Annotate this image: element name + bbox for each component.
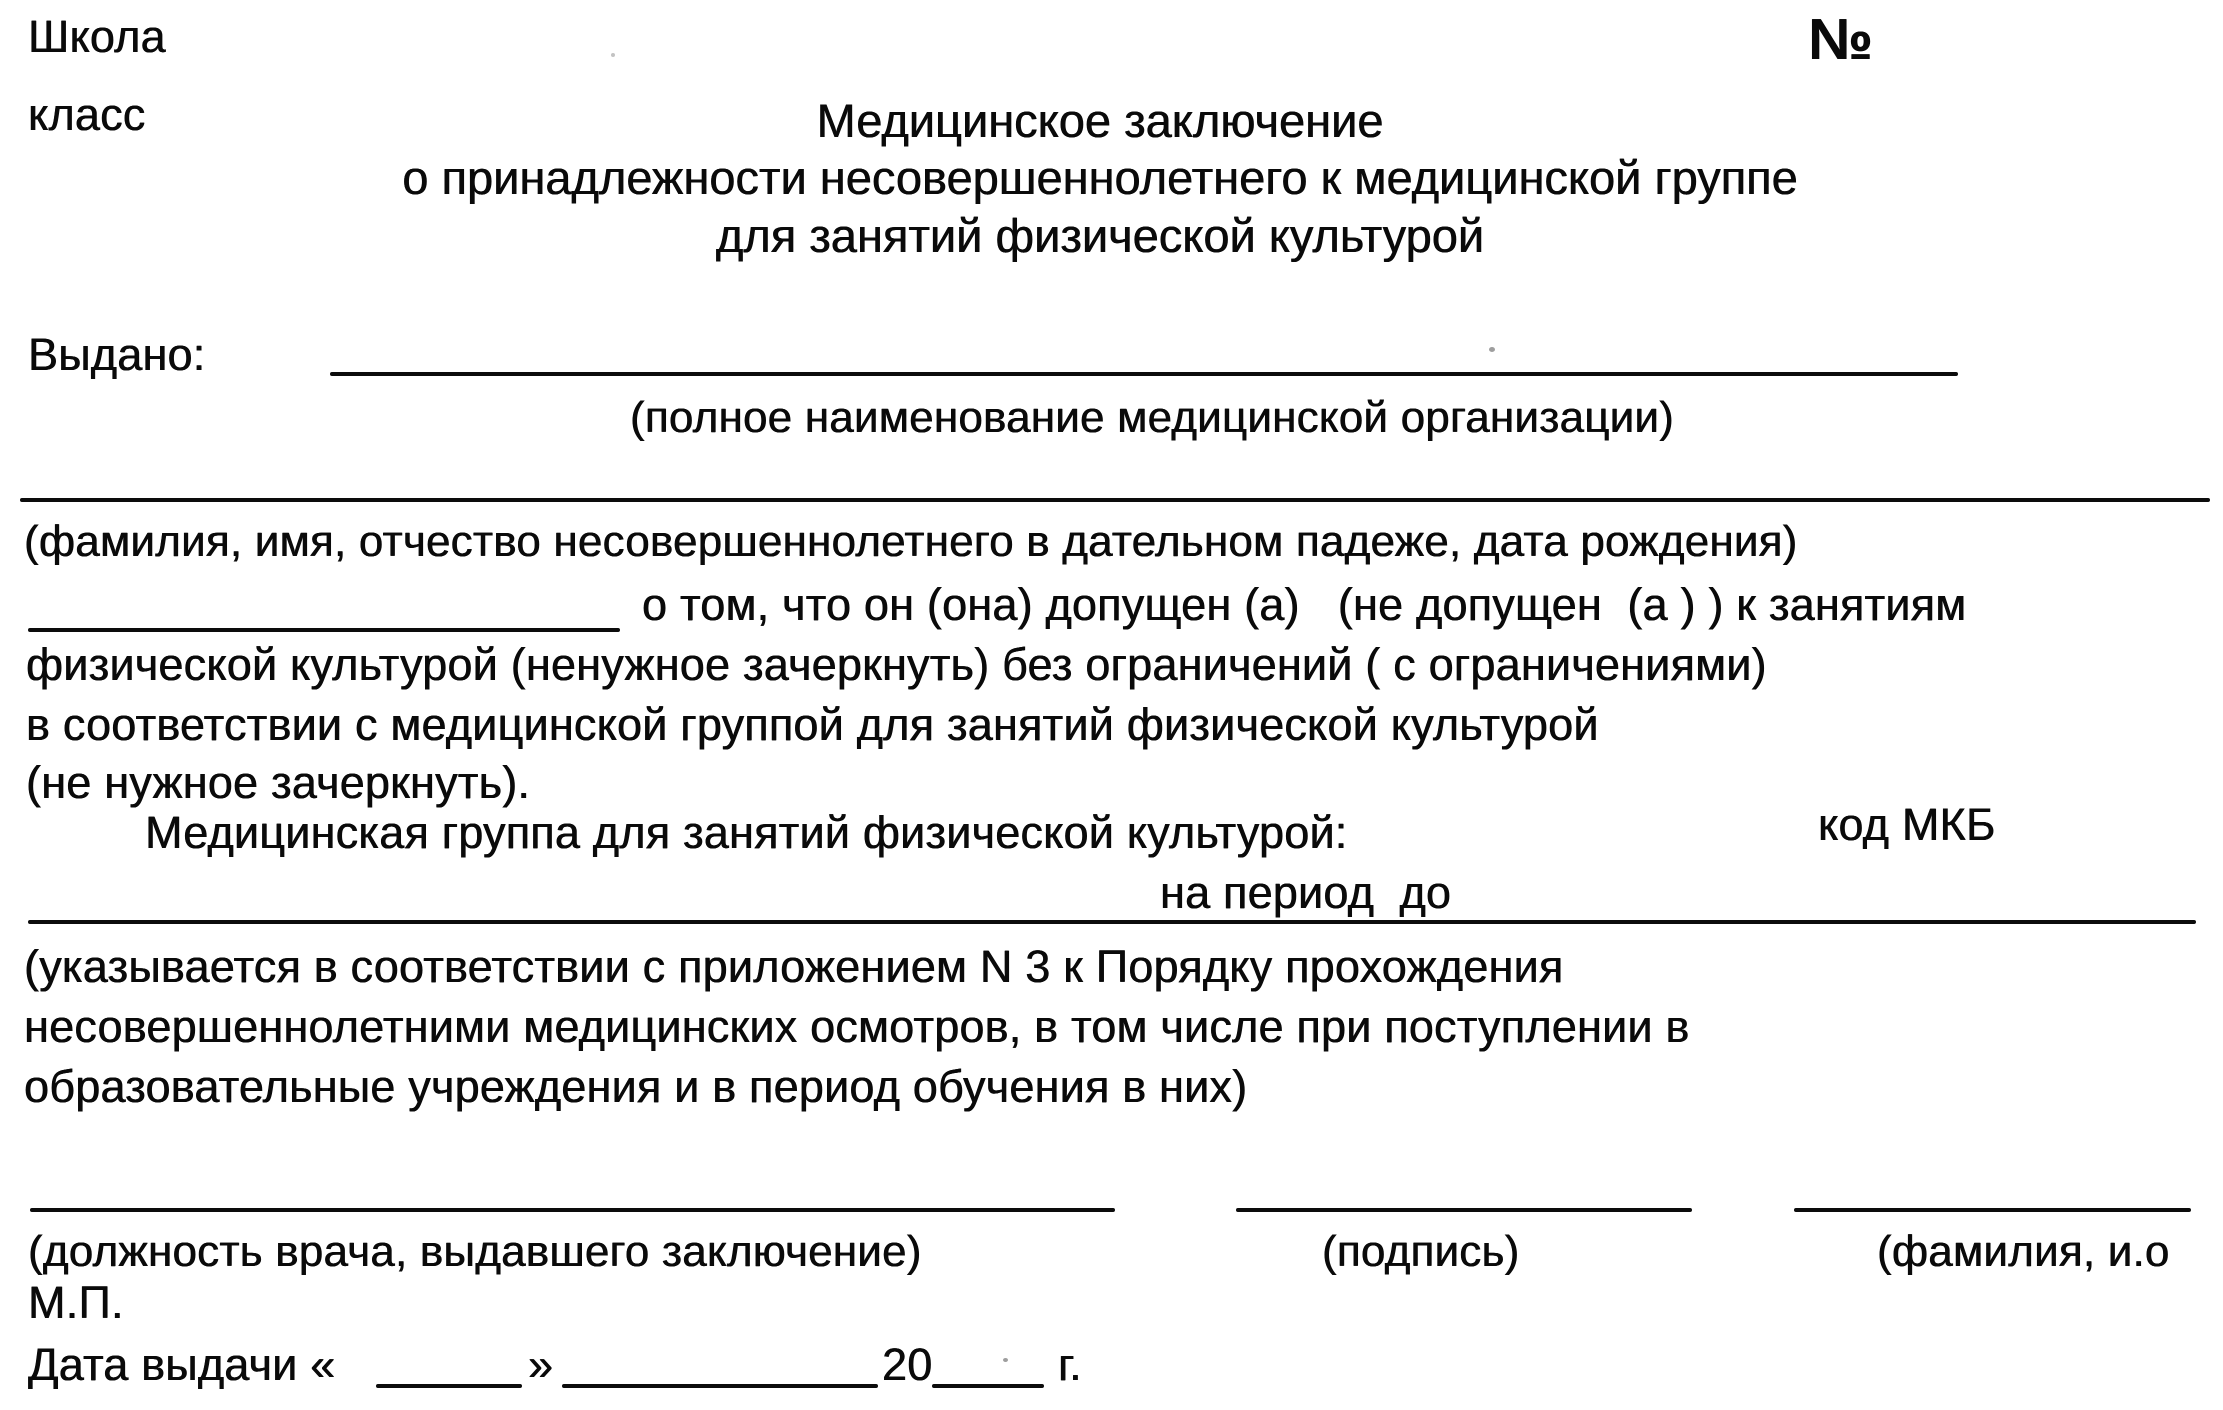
blank-medical-org-line[interactable] bbox=[330, 372, 1958, 376]
class-label: класс bbox=[28, 89, 146, 140]
form-title-line3: для занятий физической культурой bbox=[715, 208, 1485, 262]
scan-speckle bbox=[1489, 347, 1495, 352]
form-title-line1: Медицинское заключение bbox=[816, 94, 1384, 147]
form-title bbox=[300, 92, 1900, 264]
medical-org-caption: (полное наименование медицинской организации) bbox=[630, 393, 1675, 442]
scan-speckle bbox=[1003, 1358, 1008, 1362]
school-label: Школа bbox=[28, 11, 166, 62]
doctor-position-caption: (должность врача, выдавшего заключение) bbox=[28, 1227, 922, 1276]
appendix-note-line2: несовершеннолетними медицинских осмотров, в том числе при поступлении в bbox=[24, 1001, 1690, 1052]
blank-year-line[interactable] bbox=[932, 1384, 1044, 1388]
blank-day-line[interactable] bbox=[376, 1384, 522, 1388]
admitted-text: о том, что он (она) допущен (а) (не допущен (а ) ) к занятиям bbox=[642, 579, 1967, 630]
blank-month-line[interactable] bbox=[562, 1384, 878, 1388]
appendix-note-line3: образовательные учреждения и в период обучения в них) bbox=[24, 1061, 1248, 1112]
scan-speckle bbox=[611, 53, 615, 57]
blank-surname-line[interactable] bbox=[1794, 1208, 2191, 1212]
form-number-label: № bbox=[1808, 7, 1873, 72]
closing-quote: » bbox=[528, 1339, 554, 1390]
accordance-text: в соответствии с медицинской группой для занятий физической культурой bbox=[26, 699, 1599, 750]
appendix-note-line1: (указывается в соответствии с приложением N 3 к Порядку прохождения bbox=[24, 941, 1564, 992]
stamp-label: М.П. bbox=[28, 1277, 124, 1328]
period-label: на период до bbox=[1160, 867, 1452, 918]
form-title-line2: о принадлежности несовершеннолетнего к медицинской группе bbox=[402, 151, 1798, 205]
minor-name-caption: (фамилия, имя, отчество несовершеннолетнего в дательном падеже, дата рождения) bbox=[24, 517, 1798, 566]
blank-minor-name-line[interactable] bbox=[20, 498, 2210, 502]
blank-doctor-position-line[interactable] bbox=[30, 1208, 1115, 1212]
physical-culture-text: физической культурой (ненужное зачеркнуть) без ограничений ( с ограничениями) bbox=[26, 639, 1767, 690]
blank-group-period-line[interactable] bbox=[28, 920, 2196, 924]
surname-caption: (фамилия, и.о bbox=[1877, 1227, 2170, 1276]
icd-code-label: код МКБ bbox=[1818, 799, 1996, 850]
medical-group-label: Медицинская группа для занятий физической культурой: bbox=[145, 807, 1348, 858]
year-prefix: 20 bbox=[882, 1339, 933, 1390]
signature-caption: (подпись) bbox=[1322, 1227, 1520, 1276]
year-suffix: г. bbox=[1058, 1339, 1082, 1390]
crossout-note: (не нужное зачеркнуть). bbox=[26, 757, 531, 808]
issued-label: Выдано: bbox=[28, 329, 206, 380]
issue-date-label: Дата выдачи « bbox=[28, 1339, 336, 1390]
blank-name-repeat-line[interactable] bbox=[28, 628, 620, 632]
blank-signature-line[interactable] bbox=[1236, 1208, 1692, 1212]
